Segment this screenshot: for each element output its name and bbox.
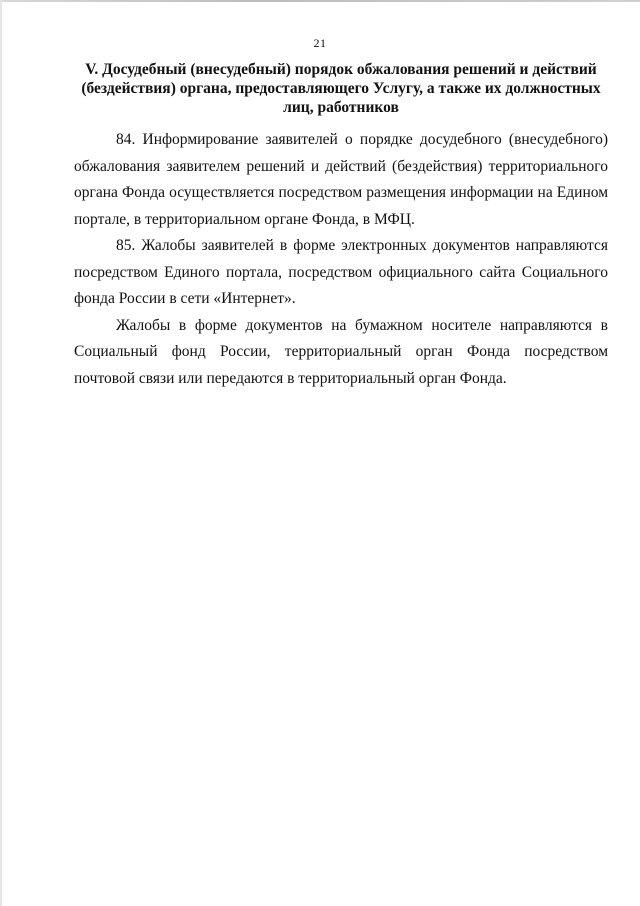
section-heading: V. Досудебный (внесудебный) порядок обжалования решений и действий (бездействия) органа, предоставляющего Услугу, а также их должностных лиц, работников <box>81 61 601 116</box>
page-number: 21 <box>313 36 327 50</box>
paragraph-paper-complaints: Жалобы в форме документов на бумажном носителе направляются в Социальный фонд России, территориальный орган Фонда посредством почтовой связи или передаются в территориальный орган Фонда. <box>74 316 608 387</box>
scan-edge-top <box>0 0 640 2</box>
paragraph-84: 84. Информирование заявителей о порядке досудебного (внесудебного) обжалования заявителем решений и действий (бездействия) территориального органа Фонда осуществляется посредством размещения информации на Едином портале, в территориальном органе Фонда, в МФЦ. <box>74 131 608 228</box>
document-body <box>74 127 608 392</box>
scan-edge-left <box>0 0 2 906</box>
paragraph-85: 85. Жалобы заявителей в форме электронных документов направляются посредством Единого портала, посредством официального сайта Социального фонда России в сети «Интернет». <box>74 237 608 307</box>
